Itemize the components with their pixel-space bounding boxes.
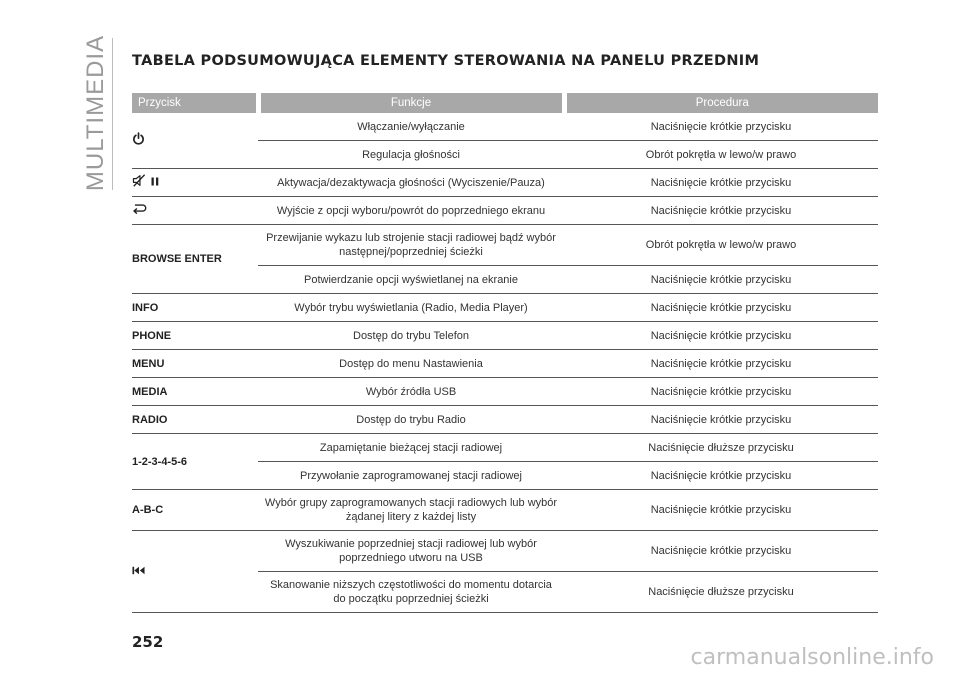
function-cell: Przywołanie zaprogramowanej stacji radiowej — [258, 462, 564, 490]
pause-icon — [151, 176, 159, 190]
procedure-cell: Naciśnięcie krótkie przycisku — [564, 113, 878, 141]
section-label-text: MULTIMEDIA — [82, 34, 110, 192]
button-cell-power — [132, 113, 258, 169]
procedure-cell: Naciśnięcie krótkie przycisku — [564, 322, 878, 350]
function-cell: Aktywacja/dezaktywacja głośności (Wyciszenie/Pauza) — [258, 169, 564, 197]
controls-summary-table — [132, 93, 878, 613]
table-row — [132, 322, 878, 350]
function-cell: Przewijanie wykazu lub strojenie stacji radiowej bądź wybór następnej/poprzedniej ścieżki — [258, 225, 564, 266]
table-row — [132, 531, 878, 572]
function-cell: Dostęp do trybu Telefon — [258, 322, 564, 350]
table-row — [132, 225, 878, 266]
section-divider — [112, 38, 113, 190]
table-row — [132, 113, 878, 141]
function-cell: Dostęp do trybu Radio — [258, 406, 564, 434]
button-cell-back — [132, 197, 258, 225]
procedure-cell: Naciśnięcie krótkie przycisku — [564, 266, 878, 294]
power-icon — [132, 132, 145, 149]
function-cell: Wyjście z opcji wyboru/powrót do poprzedniego ekranu — [258, 197, 564, 225]
function-cell: Wybór źródła USB — [258, 378, 564, 406]
table-row — [132, 378, 878, 406]
procedure-cell: Naciśnięcie krótkie przycisku — [564, 378, 878, 406]
table-row — [132, 294, 878, 322]
section-side-label — [80, 34, 112, 192]
button-cell-mute-pause — [132, 169, 258, 197]
procedure-cell: Naciśnięcie krótkie przycisku — [564, 531, 878, 572]
procedure-cell: Naciśnięcie krótkie przycisku — [564, 197, 878, 225]
table-row — [132, 197, 878, 225]
table-row — [132, 434, 878, 462]
button-cell-browse-enter: BROWSE ENTER — [132, 225, 258, 294]
table-row — [132, 406, 878, 434]
function-cell: Potwierdzanie opcji wyświetlanej na ekranie — [258, 266, 564, 294]
procedure-cell: Naciśnięcie krótkie przycisku — [564, 462, 878, 490]
procedure-cell: Naciśnięcie krótkie przycisku — [564, 406, 878, 434]
procedure-cell: Obrót pokrętła w lewo/w prawo — [564, 225, 878, 266]
function-cell: Wyszukiwanie poprzedniej stacji radiowej lub wybór poprzedniego utworu na USB — [258, 531, 564, 572]
button-cell-phone: PHONE — [132, 322, 258, 350]
button-cell-menu: MENU — [132, 350, 258, 378]
procedure-cell: Naciśnięcie dłuższe przycisku — [564, 572, 878, 613]
function-cell: Wybór grupy zaprogramowanych stacji radiowych lub wybór żądanej litery z każdej listy — [258, 490, 564, 531]
page-title: TABELA PODSUMOWUJĄCA ELEMENTY STEROWANIA NA PANELU PRZEDNIM — [132, 53, 760, 69]
function-cell: Włączanie/wyłączanie — [258, 113, 564, 141]
button-cell-radio: RADIO — [132, 406, 258, 434]
function-cell: Wybór trybu wyświetlania (Radio, Media Player) — [258, 294, 564, 322]
watermark: carmanualsonline.info — [690, 645, 934, 670]
function-cell: Regulacja głośności — [258, 141, 564, 169]
table-row — [132, 169, 878, 197]
column-header-procedure: Procedura — [564, 93, 878, 113]
button-cell-media: MEDIA — [132, 378, 258, 406]
table-row — [132, 490, 878, 531]
table-header-row — [132, 93, 878, 113]
page-number: 252 — [132, 633, 164, 651]
procedure-cell: Naciśnięcie krótkie przycisku — [564, 350, 878, 378]
procedure-cell: Naciśnięcie krótkie przycisku — [564, 169, 878, 197]
function-cell: Skanowanie niższych częstotliwości do momentu dotarcia do początku poprzedniej ścieżki — [258, 572, 564, 613]
mute-icon — [132, 174, 147, 191]
procedure-cell: Naciśnięcie dłuższe przycisku — [564, 434, 878, 462]
button-cell-presets: 1-2-3-4-5-6 — [132, 434, 258, 490]
button-cell-abc: A-B-C — [132, 490, 258, 531]
table-row — [132, 350, 878, 378]
button-cell-previous — [132, 531, 258, 613]
function-cell: Dostęp do menu Nastawienia — [258, 350, 564, 378]
procedure-cell: Naciśnięcie krótkie przycisku — [564, 294, 878, 322]
procedure-cell: Obrót pokrętła w lewo/w prawo — [564, 141, 878, 169]
previous-track-icon — [132, 565, 145, 579]
button-cell-info: INFO — [132, 294, 258, 322]
procedure-cell: Naciśnięcie krótkie przycisku — [564, 490, 878, 531]
column-header-button: Przycisk — [132, 93, 258, 113]
column-header-functions: Funkcje — [258, 93, 564, 113]
function-cell: Zapamiętanie bieżącej stacji radiowej — [258, 434, 564, 462]
back-arrow-icon — [132, 203, 147, 218]
